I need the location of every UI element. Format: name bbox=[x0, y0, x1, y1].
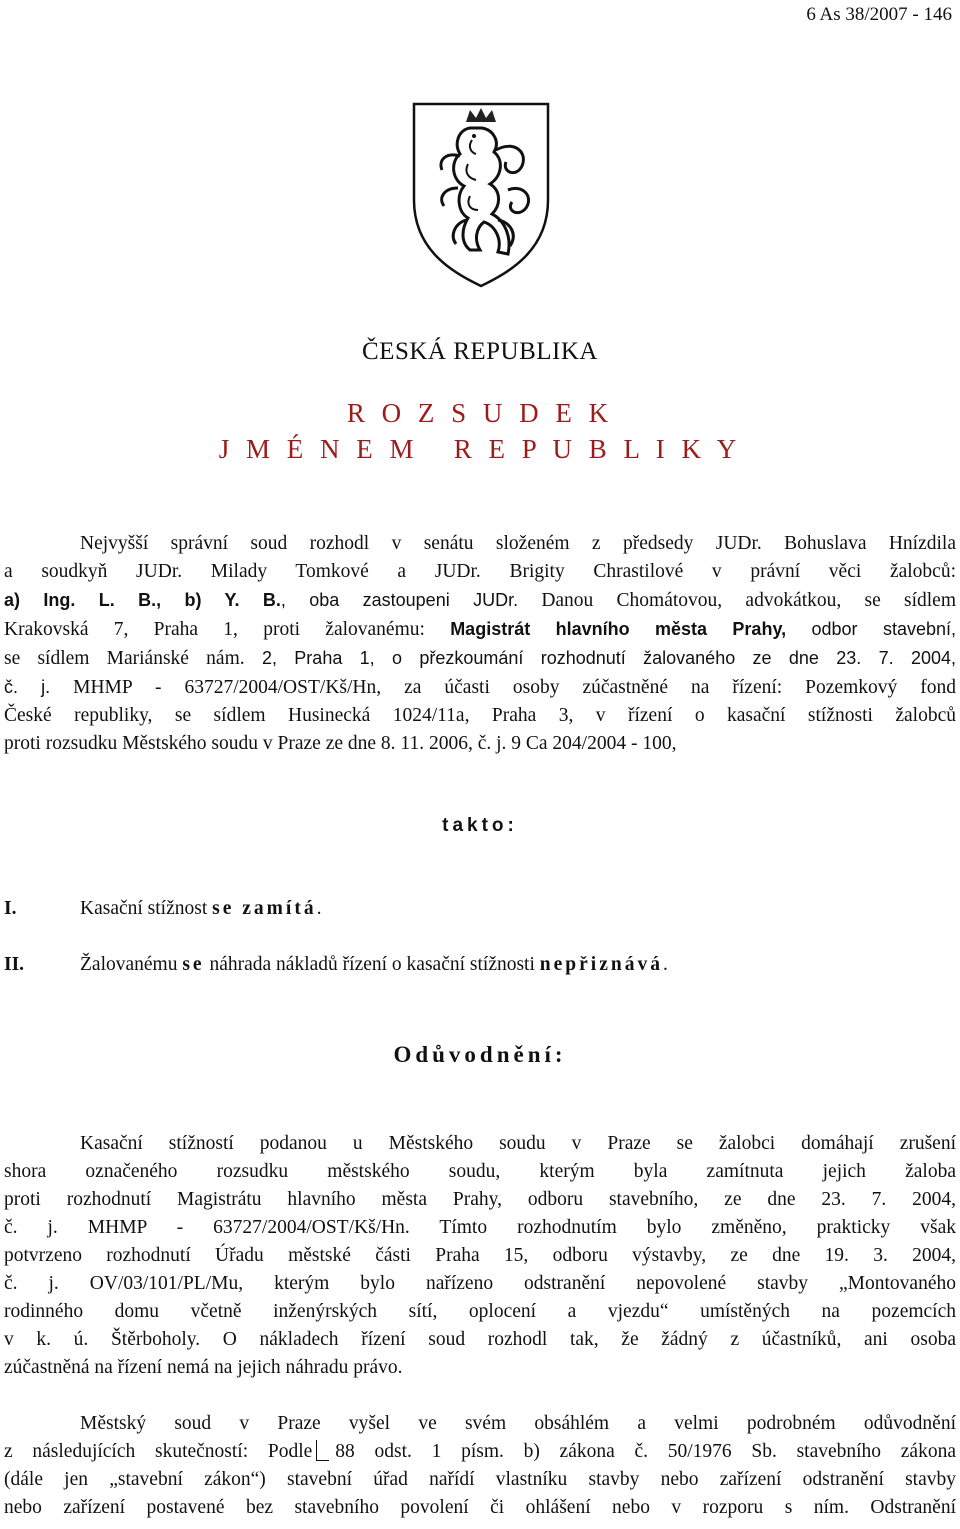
intro-text: , oba zastoupeni JUDr. bbox=[280, 590, 519, 610]
verdict-text: Kasační stížnost se zamítá. bbox=[80, 898, 322, 919]
reasons-line: (dále jen „stavební zákon“) stavební úřad nařídí vlastníku stavby nebo zařízení odstranění stavby bbox=[4, 1469, 956, 1490]
country-name: ČESKÁ REPUBLIKA bbox=[362, 338, 598, 365]
intro-line: proti rozsudku Městského soudu v Praze ze dne 8. 11. 2006, č. j. 9 Ca 204/2004 - 100, bbox=[4, 733, 677, 754]
intro-text: Krakovská 7, Praha 1, proti žalovanému: bbox=[4, 619, 451, 640]
judgment-title: R O Z S U D E K bbox=[346, 398, 614, 428]
intro-text: se sídlem Mariánské nám. bbox=[4, 648, 245, 669]
reasons-paragraph-2 bbox=[4, 1410, 956, 1522]
reasons-line: zúčastněná na řízení nemá na jejich náhradu právo. bbox=[4, 1357, 403, 1378]
reasons-heading: Odůvodnění: bbox=[393, 1042, 567, 1067]
czech-lion-coat-of-arms-icon bbox=[410, 100, 552, 290]
judgment-subtitle: J M É N E M R E P U B L I K Y bbox=[218, 434, 742, 464]
reasons-line: Městský soud v Praze vyšel ve svém obsáhlém a velmi podrobném odůvodnění bbox=[80, 1413, 956, 1434]
intro-line bbox=[4, 673, 956, 702]
intro-text: MHMP - 63727/2004/OST/Kš/Hn, za účasti osoby zúčastněné na řízení: Pozemkový fond bbox=[50, 677, 956, 698]
case-reference: 6 As 38/2007 - 146 bbox=[806, 4, 952, 25]
verdict-text: Žalovanému se náhrada nákladů řízení o kasační stížnosti nepřiznává. bbox=[80, 954, 668, 975]
intro-text: Danou Chomátovou, advokátkou, se sídlem bbox=[518, 590, 956, 611]
intro-line bbox=[4, 615, 956, 644]
plaintiffs: a) Ing. L. B., b) Y. B. bbox=[4, 590, 281, 610]
reasons-line: č. j. OV/03/101/PL/Mu, kterým bylo nařízeno odstranění nepovolené stavby „Montovaného bbox=[4, 1273, 956, 1294]
reasons-line: shora označeného rozsudku městského soudu, kterým byla zamítnuta jejich žaloba bbox=[4, 1161, 956, 1182]
intro-text: odbor stavební, bbox=[786, 619, 956, 639]
reasons-line: z následujících skutečností: Podle 88 odst. 1 písm. b) zákona č. 50/1976 Sb. stavebního zákona bbox=[4, 1441, 956, 1462]
reasons-line: v k. ú. Štěrboholy. O nákladech řízení soud rozhodl tak, že žádný z účastníků, ani osoba bbox=[4, 1329, 956, 1350]
reasons-line: č. j. MHMP - 63727/2004/OST/Kš/Hn. Tímto rozhodnutím bylo změněno, prakticky však bbox=[4, 1217, 956, 1238]
intro-line bbox=[4, 586, 956, 615]
reasons-line: potvrzeno rozhodnutí Úřadu městské části Praha 15, odboru výstavby, ze dne 19. 3. 2004, bbox=[4, 1245, 956, 1266]
intro-line: a soudkyň JUDr. Milady Tomkové a JUDr. Brigity Chrastilové v právní věci žalobců: bbox=[4, 561, 956, 582]
intro-text: 2, Praha 1, o přezkoumání rozhodnutí žalovaného ze dne 23. 7. 2004, bbox=[244, 648, 957, 668]
intro-line: České republiky, se sídlem Husinecká 1024/11a, Praha 3, v řízení o kasační stížnosti žalobců bbox=[4, 705, 956, 726]
intro-text: č. j. bbox=[4, 677, 51, 697]
section-sign-icon bbox=[316, 1440, 329, 1461]
verdict-heading: takto: bbox=[442, 815, 518, 836]
reasons-line: nebo zařízení postavené bez stavebního povolení či ohlášení nebo v rozporu s ním. Odstranění bbox=[4, 1497, 956, 1518]
defendant: Magistrát hlavního města Prahy, bbox=[450, 619, 787, 639]
intro-line bbox=[4, 644, 956, 673]
reasons-line: proti rozhodnutí Magistrátu hlavního města Prahy, odboru stavebního, ze dne 23. 7. 2004, bbox=[4, 1189, 956, 1210]
verdict-number: I. bbox=[4, 898, 17, 919]
reasons-line: Kasační stížností podanou u Městského soudu v Praze se žalobci domáhají zrušení bbox=[80, 1133, 956, 1154]
intro-paragraph bbox=[4, 530, 956, 758]
reasons-paragraph-1 bbox=[4, 1130, 956, 1382]
verdict-number: II. bbox=[4, 954, 25, 975]
intro-line: Nejvyšší správní soud rozhodl v senátu složeném z předsedy JUDr. Bohuslava Hnízdila bbox=[80, 533, 956, 554]
reasons-line: rodinného domu včetně inženýrských sítí, oplocení a vjezdu“ umístěných na pozemcích bbox=[4, 1301, 956, 1322]
